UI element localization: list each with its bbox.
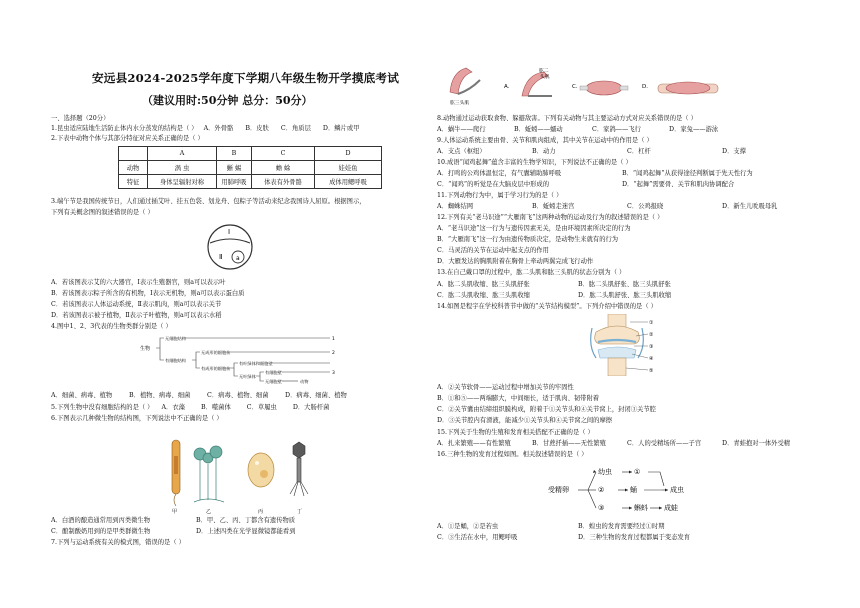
question-3-stem-line2: 下列有关概念图的叙述错误的是（ ）	[51, 209, 154, 216]
q7-figure-b	[522, 67, 552, 96]
mold-figure	[194, 446, 224, 502]
q1-option-d[interactable]: D．鳞片或甲	[322, 125, 360, 132]
q13-option-a[interactable]: A．肱二头肌收缩、肱三头肌舒张	[437, 281, 530, 288]
q2-cell: 蟾 蜍	[252, 161, 315, 175]
q15-option-c[interactable]: C．人的受精场所——子宫	[627, 440, 702, 447]
q4-tree-node: 有叶绿体和细胞壁	[239, 361, 273, 366]
q2-cell: 涡 虫	[148, 161, 217, 175]
q2-header-cell	[119, 147, 148, 161]
question-5-stem: 5.下列生物中没有细胞结构的是（ ）	[51, 404, 154, 411]
q7-figure-a	[450, 68, 480, 106]
q4-option-c[interactable]: C．病毒、植物、细菌	[207, 392, 269, 399]
yeast-figure	[248, 453, 274, 487]
q14-label: ②	[649, 332, 654, 338]
q4-tree-root: 生物	[140, 346, 151, 352]
q5-option-c[interactable]: C．草履虫	[246, 404, 277, 411]
q4-tree-node: 无成形的细胞核	[201, 350, 231, 355]
q16-frog: 成蛙	[664, 504, 678, 512]
q2-cell: 用肺呼吸	[217, 175, 252, 189]
q5-option-d[interactable]: D．大肠杆菌	[292, 404, 330, 411]
q4-classification-tree	[140, 334, 340, 384]
q4-option-d[interactable]: D．病毒、细菌、植物	[285, 392, 347, 399]
q16-option-c[interactable]: C．③生活在水中，用鳃呼吸	[437, 534, 518, 541]
q11-option-a[interactable]: A．蜘蛛结网	[437, 203, 474, 210]
q6-microbe-figures	[166, 430, 316, 514]
q11-option-c[interactable]: C．公鸡报晓	[627, 203, 664, 210]
q2-cell: 动物	[119, 161, 148, 175]
q2-header-cell: D	[315, 147, 382, 161]
q16-development-flow	[548, 464, 708, 518]
q10-option-d[interactable]: D．“起舞”需要骨、关节和肌肉协调配合	[622, 181, 735, 188]
question-9-stem: 9.人体运动系统主要由骨、关节和肌肉组成，其中关节在运动中的作用是（ ）	[437, 137, 653, 144]
q8-option-b[interactable]: B．蚯蚓——蠕动	[514, 126, 563, 133]
question-8-options	[437, 125, 718, 134]
q16-tadpole: 蝌蚪	[634, 504, 648, 512]
question-7-stem: 7.下列与运动系统有关的模式图，错误的是（ ）	[51, 539, 185, 546]
exam-title: 安远县2024-2025学年度下学期八年级生物开学摸底考试	[92, 71, 400, 85]
q12-option-d[interactable]: D．大雁发达的胸肌附着在胸骨上牵动两翼完成飞行动作	[437, 258, 594, 265]
q4-tree-node: 有细胞壁	[265, 370, 282, 375]
q2-cell: 特征	[119, 175, 148, 189]
q7-option-c-label: C.	[572, 84, 578, 90]
question-5	[51, 403, 329, 412]
q2-header-cell: B	[217, 147, 252, 161]
q4-tree-node: 动物	[300, 379, 309, 384]
q7-b-label: 肱二	[539, 69, 549, 74]
q6-label: 丙	[258, 509, 264, 514]
q14-option-d[interactable]: D．③关节腔内有滑液，能减少①关节头和④关节窝之间的摩擦	[437, 417, 613, 424]
question-16-stem: 16.三种生物的发育过程如图。相关叙述错误的是（ ）	[437, 451, 588, 458]
q5-option-b[interactable]: B．噬菌体	[200, 404, 231, 411]
q16-adult: 成虫	[670, 486, 684, 494]
question-3-stem-line1: 3.端午节是我国传统节日，人们通过插艾叶、挂五色袋、划龙舟、包粽子等活动来纪念我国诗人屈原。根据图示，	[51, 198, 366, 205]
q14-joint-model	[586, 314, 660, 376]
question-15-options	[437, 439, 790, 448]
q16-node-1: ①	[634, 468, 641, 476]
q4-option-a[interactable]: A．细菌、病毒、植物	[51, 392, 113, 399]
virus-figure	[290, 442, 308, 496]
q15-option-a[interactable]: A．扎来繁殖——有性繁殖	[437, 440, 511, 447]
q6-option-b[interactable]: B．甲、乙、丙、丁都含有遗传物质	[196, 517, 296, 524]
question-1-stem: 1.昆虫适应陆地生活防止体内水分蒸发的结构是（ ）	[51, 125, 198, 132]
q2-cell: 成体用鳃呼吸	[315, 175, 382, 189]
q5-option-a[interactable]: A．衣藻	[161, 404, 185, 411]
q15-option-b[interactable]: B．甘蔗扦插——无性繁殖	[532, 440, 606, 447]
q14-option-b[interactable]: B．①和⑤——两端膨大，中间细长，适于肌肉、韧带附着	[437, 395, 600, 402]
question-2-stem: 2.下表中动物个体与其部分特征对应关系正确的是（ ）	[51, 135, 204, 142]
question-13-stem: 13.在自己戴口罩的过程中，肱二头肌和肱三头肌的状态分别为（ ）	[437, 269, 626, 276]
question-6-stem: 6.下图表示几种微生物的结构图，下列说法中不正确的是（ ）	[51, 415, 223, 422]
question-14-stem: 14.如图是程宇在学校科普节中做的“关节结构模型”。下列介绍中错误的是（ ）	[437, 303, 657, 310]
q10-option-c[interactable]: C．“闻鸡”的听觉是在大脑皮层中形成的	[437, 181, 550, 188]
q2-table	[118, 146, 382, 189]
q6-option-d[interactable]: D．上述四类在光学显微镜都能看到	[196, 528, 296, 535]
q16-node-3: ③	[598, 504, 605, 512]
q14-label: ①	[649, 320, 654, 326]
q14-label: ③	[649, 344, 654, 350]
q16-option-a[interactable]: A．①是蛹，②是若虫	[437, 523, 499, 530]
question-4-stem: 4.图中1、2、3代表的生物类群分别是（ ）	[51, 323, 172, 330]
q7-figures	[436, 62, 816, 110]
q4-tree-label: 1	[332, 337, 335, 342]
question-4-options	[51, 391, 347, 400]
q6-label: 甲	[172, 509, 178, 514]
q15-option-d[interactable]: D．青蛙抱对一体外受精	[722, 440, 791, 447]
q7-a-label: 肱三头肌	[450, 101, 470, 106]
q14-label: ⑤	[649, 368, 654, 374]
q3-option-b[interactable]: B．若该图表示粽子所含的有机物，Ⅰ表示无机物，则a可以表示蛋白质	[51, 290, 245, 297]
q4-tree-node: 无细胞壁	[265, 379, 282, 384]
q9-option-a[interactable]: A．支点（枢纽）	[437, 148, 486, 155]
question-9-options	[437, 147, 746, 156]
q3-label-a: a	[236, 255, 240, 262]
q6-option-a[interactable]: A．白酒的酿造通常用到丙类微生物	[51, 517, 151, 524]
q11-option-b[interactable]: B．蚯蚓走迷宫	[532, 203, 575, 210]
q6-option-c[interactable]: C．酿制酸奶用到的是甲类群微生物	[51, 528, 151, 535]
q16-option-d[interactable]: D．三种生物的发育过程都属于变态发育	[578, 534, 691, 541]
q4-tree-node: 无叶绿体	[239, 374, 256, 379]
q2-header-cell: C	[252, 147, 315, 161]
q3-label-I: Ⅰ	[228, 228, 231, 236]
q9-option-c[interactable]: C．杠杆	[627, 148, 651, 155]
q14-label: ④	[649, 356, 654, 362]
q11-option-d[interactable]: D．新生儿吮吸母乳	[722, 203, 778, 210]
q4-tree-label: 2	[332, 351, 335, 356]
q4-tree-node: 有细胞结构	[165, 358, 186, 363]
q2-header-cell: A	[148, 147, 217, 161]
q12-option-c[interactable]: C．马灵活的关节在运动中起支点的作用	[437, 247, 549, 254]
question-11-options	[437, 202, 777, 211]
exam-subtitle: （建议用时:50分钟 总分：50分）	[142, 94, 313, 107]
q9-option-d[interactable]: D．支撑	[722, 148, 746, 155]
q8-option-a[interactable]: A．蜗牛——爬行	[437, 126, 486, 133]
q3-option-d[interactable]: D．若该图表示被子植物，Ⅱ表示子叶植物，则a可以表示水稻	[51, 312, 222, 319]
q16-pupa: 蛹	[630, 486, 637, 494]
q16-option-b[interactable]: B．蝗虫的发育需要经过①时期	[578, 523, 665, 530]
question-12-stem: 12.下列有关“老马识途”“大雁南飞”这两种动物的运动及行为的叙述错误的是（ ）	[437, 214, 664, 221]
q3-label-II: Ⅱ	[219, 253, 223, 261]
q7-figure-d	[658, 82, 718, 94]
question-8-stem: 8.动物通过运动获取食物、躲避敌害。下列有关动物与其主要运动方式对应关系错误的是（ ）	[437, 115, 697, 122]
q2-cell: 娃娃鱼	[315, 161, 382, 175]
q13-option-d[interactable]: D．肱二头肌舒张、肱三头肌收缩	[578, 292, 672, 299]
q16-larva: 幼虫	[598, 468, 612, 476]
q1-option-c[interactable]: C．角质层	[280, 125, 311, 132]
q4-tree-node: 无细胞结构	[165, 336, 186, 341]
q7-b-label: 头肌	[540, 75, 550, 80]
q7-figure-c	[580, 81, 628, 95]
q1-option-b[interactable]: B．皮肤	[245, 125, 269, 132]
q13-option-b[interactable]: B．肱二头肌舒张、肱三头肌舒张	[578, 281, 671, 288]
q3-option-c[interactable]: C．若该图表示人体运动系统，Ⅱ表示肌肉，则a可以表示关节	[51, 301, 222, 308]
q3-option-a[interactable]: A．若该图表示艾的六大器官，Ⅰ表示生殖器官，则a可以表示叶	[51, 279, 226, 286]
q2-cell: 蜥 蜴	[217, 161, 252, 175]
q4-tree-node: 有成形的细胞核	[201, 366, 231, 371]
q14-option-c[interactable]: C．②关节囊由结缔组织膜构成，附着于①关节头和④关节窝上，封闭③关节腔	[437, 406, 656, 413]
q1-option-a[interactable]: A．外骨骼	[203, 125, 234, 132]
bacterium-figure	[172, 440, 180, 506]
question-15-stem: 15.下列关于生物的生殖和发育相关搭配不正确的是（ ）	[437, 429, 594, 436]
q12-option-a[interactable]: A．“老马识途”这一行为与遗传因素无关，是由环境因素所决定的行为	[437, 225, 631, 232]
q13-option-c[interactable]: C．肱二头肌收缩、肱三头肌收缩	[437, 292, 530, 299]
q16-egg: 受精卵	[548, 486, 569, 494]
q6-label: 乙	[206, 509, 212, 514]
q6-label: 丁	[297, 509, 303, 514]
q8-option-c[interactable]: C．家鸽——飞行	[592, 126, 641, 133]
q10-option-a[interactable]: A．打鸣的公鸡体温恒定，有气囊辅助肺呼吸	[437, 170, 562, 177]
q7-option-a-label: A.	[504, 84, 510, 90]
q4-tree-label: 3	[332, 371, 335, 376]
q2-cell: 身体呈辐射对称	[148, 175, 217, 189]
q10-option-b[interactable]: B．“闻鸡起舞”从获得途径判断属于先天性行为	[622, 170, 753, 177]
q7-option-d-label: D.	[642, 84, 648, 90]
q3-concept-diagram	[207, 221, 253, 273]
q14-option-a[interactable]: A．②关节软骨——运动过程中增加关节的牢固性	[437, 384, 574, 391]
q2-cell: 体表有外骨骼	[252, 175, 315, 189]
q12-option-b[interactable]: B．“大雁南飞”这一行为由遗传物质决定，是动物生来就有的行为	[437, 236, 619, 243]
q16-node-2: ②	[598, 486, 605, 494]
question-10-stem: 10.成语“闻鸡起舞”蕴含丰富的生物学知识，下列说法不正确的是（ ）	[437, 159, 632, 166]
q9-option-b[interactable]: B．动力	[532, 148, 556, 155]
question-1	[51, 124, 359, 133]
question-11-stem: 11.下列动物行为中，属于学习行为的是（ ）	[437, 192, 563, 199]
section-heading: 一、选择题（20分）	[51, 115, 110, 122]
q8-option-d[interactable]: D．家兔——游泳	[669, 126, 719, 133]
q4-option-b[interactable]: B．植物、病毒、细菌	[129, 392, 191, 399]
